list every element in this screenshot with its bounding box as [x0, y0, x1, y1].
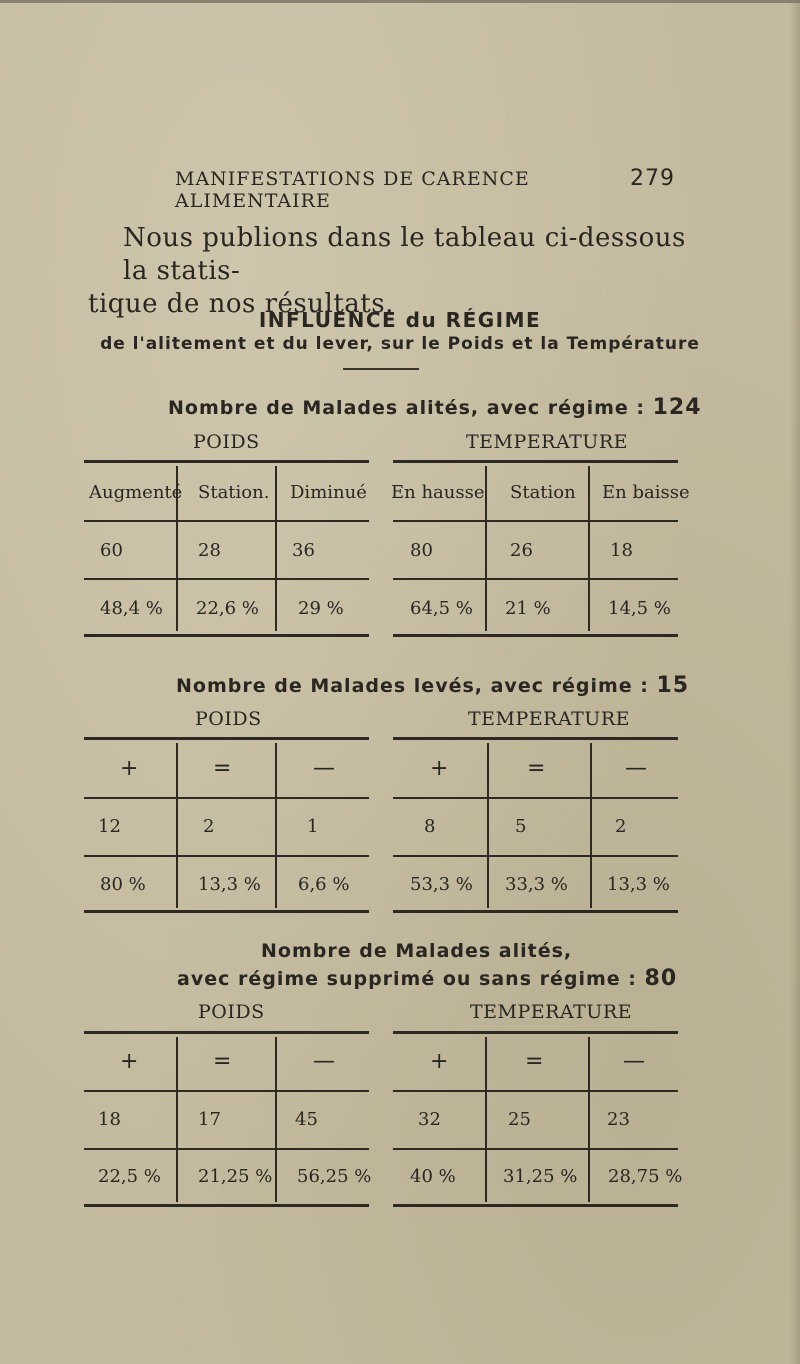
s3-poids-count-3: 45: [295, 1109, 318, 1130]
page-top-edge: [0, 0, 800, 3]
section-3-count: 80: [644, 966, 678, 991]
s2-poids-percent-3: 6,6 %: [298, 874, 350, 895]
s2-poids-header-1: +: [120, 756, 139, 781]
s1-temp-percent-3: 14,5 %: [608, 598, 671, 619]
s2-poids-percent-2: 13,3 %: [198, 874, 261, 895]
s1-poids-count-1: 60: [100, 540, 123, 561]
section-2-count: 15: [656, 673, 690, 698]
intro-line-2: tique de nos résultats.: [88, 289, 394, 319]
section-1-heading: [168, 395, 702, 420]
s1-poids-header-3: Diminué: [290, 482, 367, 503]
page-number: 279: [630, 166, 675, 191]
s3-poids-count-2: 17: [198, 1109, 221, 1130]
s3-poids-percent-3: 56,25 %: [297, 1166, 372, 1187]
s1-temp-percent-1: 64,5 %: [410, 598, 473, 619]
s3-temp-percent-1: 40 %: [410, 1166, 456, 1187]
s2-poids-header-2: =: [213, 756, 232, 781]
s3-temp-percent-2: 31,25 %: [503, 1166, 578, 1187]
section-3-poids-label: POIDS: [198, 1001, 265, 1023]
s1-temp-count-2: 26: [510, 540, 533, 561]
s3-poids-percent-1: 22,5 %: [98, 1166, 161, 1187]
s1-poids-header-2: Station.: [198, 482, 270, 503]
s2-poids-header-3: —: [313, 756, 335, 781]
s3-temp-header-3: —: [623, 1049, 645, 1074]
s2-temp-percent-1: 53,3 %: [410, 874, 473, 895]
s2-poids-count-3: 1: [307, 816, 319, 837]
s2-poids-count-2: 2: [203, 816, 215, 837]
s2-temp-count-3: 2: [615, 816, 627, 837]
section-2-poids-label: POIDS: [195, 708, 262, 730]
table-title: INFLUENCE du RÉGIME: [258, 308, 542, 332]
s2-poids-percent-1: 80 %: [100, 874, 146, 895]
s1-poids-percent-3: 29 %: [298, 598, 344, 619]
section-3-heading: [177, 966, 677, 991]
page-right-edge: [790, 0, 800, 1364]
section-2-heading: [176, 673, 689, 698]
s1-temp-percent-2: 21 %: [505, 598, 551, 619]
s2-temp-count-2: 5: [515, 816, 527, 837]
section-2-heading-text: Nombre de Malades levés, avec régime :: [176, 675, 649, 697]
s1-poids-count-3: 36: [292, 540, 315, 561]
s2-temp-percent-2: 33,3 %: [505, 874, 568, 895]
s3-temp-header-2: =: [525, 1049, 544, 1074]
s1-poids-percent-2: 22,6 %: [196, 598, 259, 619]
s1-temp-header-1: En hausse: [391, 482, 485, 503]
title-rule: [343, 368, 419, 370]
s3-poids-header-3: —: [313, 1049, 335, 1074]
s2-temp-percent-3: 13,3 %: [607, 874, 670, 895]
s1-temp-header-3: En baisse: [602, 482, 690, 503]
section-1-temperature-label: TEMPERATURE: [466, 431, 628, 453]
s3-poids-header-1: +: [120, 1049, 139, 1074]
s2-temp-header-3: —: [625, 756, 647, 781]
s3-temp-count-1: 32: [418, 1109, 441, 1130]
section-3-temperature-label: TEMPERATURE: [470, 1001, 632, 1023]
s1-poids-percent-1: 48,4 %: [100, 598, 163, 619]
section-1-count: 124: [652, 395, 702, 420]
s3-temp-count-2: 25: [508, 1109, 531, 1130]
s3-temp-header-1: +: [430, 1049, 449, 1074]
section-3-heading-text: avec régime supprimé ou sans régime :: [177, 968, 637, 990]
section-1-poids-label: POIDS: [193, 431, 260, 453]
s1-temp-count-3: 18: [610, 540, 633, 561]
section-2-temperature-label: TEMPERATURE: [468, 708, 630, 730]
s1-poids-count-2: 28: [198, 540, 221, 561]
s3-poids-percent-2: 21,25 %: [198, 1166, 273, 1187]
intro-paragraph: [88, 222, 688, 321]
section-3-heading-line-1: Nombre de Malades alités,: [261, 940, 573, 962]
s3-temp-percent-3: 28,75 %: [608, 1166, 683, 1187]
table-subtitle: de l'alitement et du lever, sur le Poids et la Température: [100, 334, 700, 354]
s1-poids-header-1: Augmenté: [89, 482, 183, 503]
s3-poids-header-2: =: [213, 1049, 232, 1074]
s2-poids-count-1: 12: [98, 816, 121, 837]
running-title: MANIFESTATIONS DE CARENCE ALIMENTAIRE: [175, 168, 530, 212]
intro-line-1: Nous publions dans le tableau ci-dessous la statis-: [123, 223, 686, 286]
s2-temp-count-1: 8: [424, 816, 436, 837]
section-1-heading-text: Nombre de Malades alités, avec régime :: [168, 397, 645, 419]
s3-temp-count-3: 23: [607, 1109, 630, 1130]
s2-temp-header-2: =: [527, 756, 546, 781]
s3-poids-count-1: 18: [98, 1109, 121, 1130]
s2-temp-header-1: +: [430, 756, 449, 781]
s1-temp-count-1: 80: [410, 540, 433, 561]
s1-temp-header-2: Station: [510, 482, 576, 503]
